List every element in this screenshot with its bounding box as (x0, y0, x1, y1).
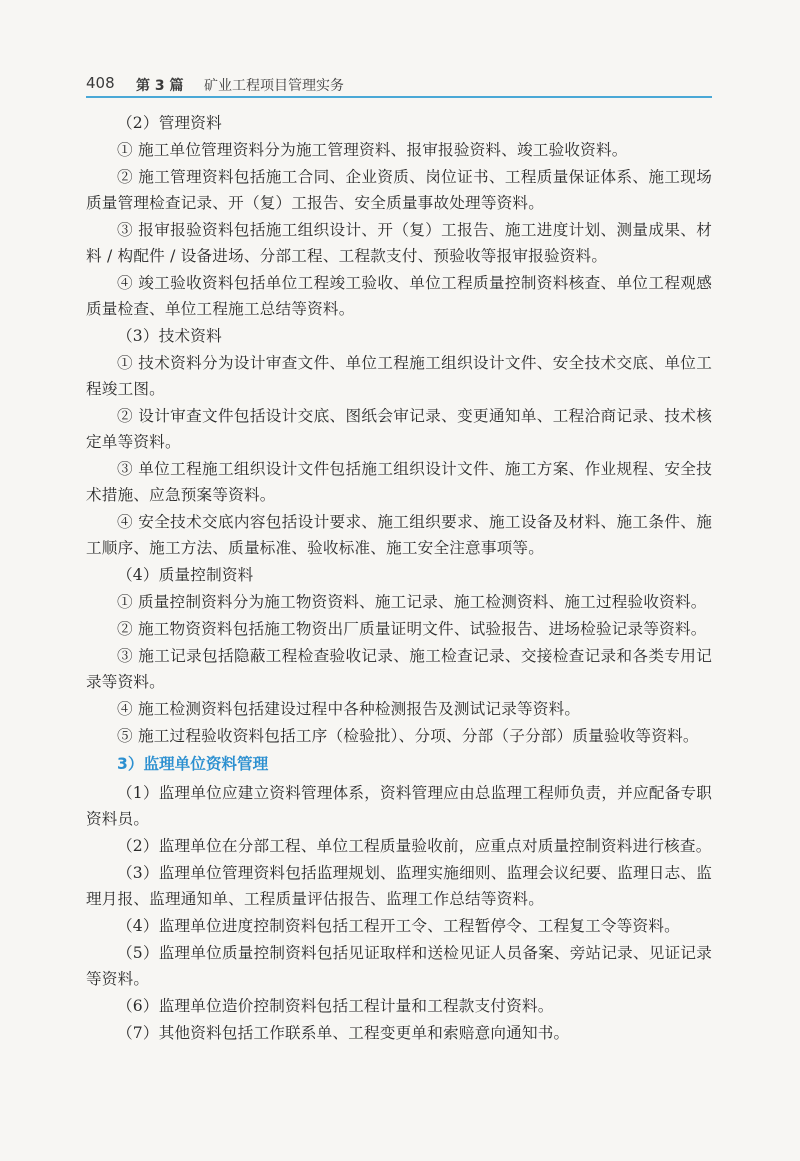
paragraph: （7）其他资料包括工作联系单、工程变更单和索赔意向通知书。 (117, 1024, 570, 1042)
paragraph: ⑤ 施工过程验收资料包括工序（检验批）、分项、分部（子分部）质量验收等资料。 (117, 727, 699, 745)
subsection-title: （4）质量控制资料 (117, 566, 254, 584)
paragraph: （3）监理单位管理资料包括监理规划、监理实施细则、监理会议纪要、监理日志、监理月报、监理通知单、工程质量评估报告、监理工作总结等资料。 (86, 864, 712, 908)
paragraph: ③ 施工记录包括隐蔽工程检查验收记录、施工检查记录、交接检查记录和各类专用记录等资料。 (86, 647, 712, 691)
paragraph: ① 质量控制资料分为施工物资资料、施工记录、施工检测资料、施工过程验收资料。 (117, 593, 707, 611)
paragraph: ① 施工单位管理资料分为施工管理资料、报审报验资料、竣工验收资料。 (117, 141, 628, 159)
paragraph: ③ 报审报验资料包括施工组织设计、开（复）工报告、施工进度计划、测量成果、材料 / 构配件 / 设备进场、分部工程、工程款支付、预验收等报审报验资料。 (86, 221, 712, 265)
header-divider (86, 96, 712, 98)
page-number: 408 (86, 74, 115, 92)
paragraph: ④ 安全技术交底内容包括设计要求、施工组织要求、施工设备及材料、施工条件、施工顺序、施工方法、质量标准、验收标准、施工安全注意事项等。 (86, 513, 712, 557)
paragraph: ② 施工管理资料包括施工合同、企业资质、岗位证书、工程质量保证体系、施工现场质量管理检查记录、开（复）工报告、安全质量事故处理等资料。 (86, 168, 712, 212)
paragraph: ③ 单位工程施工组织设计文件包括施工组织设计文件、施工方案、作业规程、安全技术措施、应急预案等资料。 (86, 460, 712, 504)
page-body (86, 110, 712, 1047)
paragraph: ② 设计审查文件包括设计交底、图纸会审记录、变更通知单、工程洽商记录、技术核定单等资料。 (86, 407, 712, 451)
subsection-title: （2）管理资料 (117, 114, 222, 132)
paragraph: ① 技术资料分为设计审查文件、单位工程施工组织设计文件、安全技术交底、单位工程竣工图。 (86, 354, 712, 398)
paragraph: （4）监理单位进度控制资料包括工程开工令、工程暂停令、工程复工令等资料。 (117, 917, 680, 935)
paragraph: （5）监理单位质量控制资料包括见证取样和送检见证人员备案、旁站记录、见证记录等资料。 (86, 944, 712, 988)
subsection-title: （3）技术资料 (117, 327, 222, 345)
paragraph: ④ 施工检测资料包括建设过程中各种检测报告及测试记录等资料。 (117, 700, 581, 718)
paragraph: （6）监理单位造价控制资料包括工程计量和工程款支付资料。 (117, 997, 554, 1015)
paragraph: ② 施工物资资料包括施工物资出厂质量证明文件、试验报告、进场检验记录等资料。 (117, 620, 707, 638)
paragraph: （1）监理单位应建立资料管理体系，资料管理应由总监理工程师负责，并应配备专职资料员。 (86, 784, 712, 828)
part-title: 矿业工程项目管理实务 (204, 78, 344, 94)
part-label: 第 3 篇 (136, 78, 184, 94)
paragraph: （2）监理单位在分部工程、单位工程质量验收前，应重点对质量控制资料进行核查。 (117, 837, 712, 855)
page-header (86, 72, 712, 98)
section-heading: 3）监理单位资料管理 (117, 755, 269, 773)
paragraph: ④ 竣工验收资料包括单位工程竣工验收、单位工程质量控制资料核查、单位工程观感质量检查、单位工程施工总结等资料。 (86, 274, 712, 318)
